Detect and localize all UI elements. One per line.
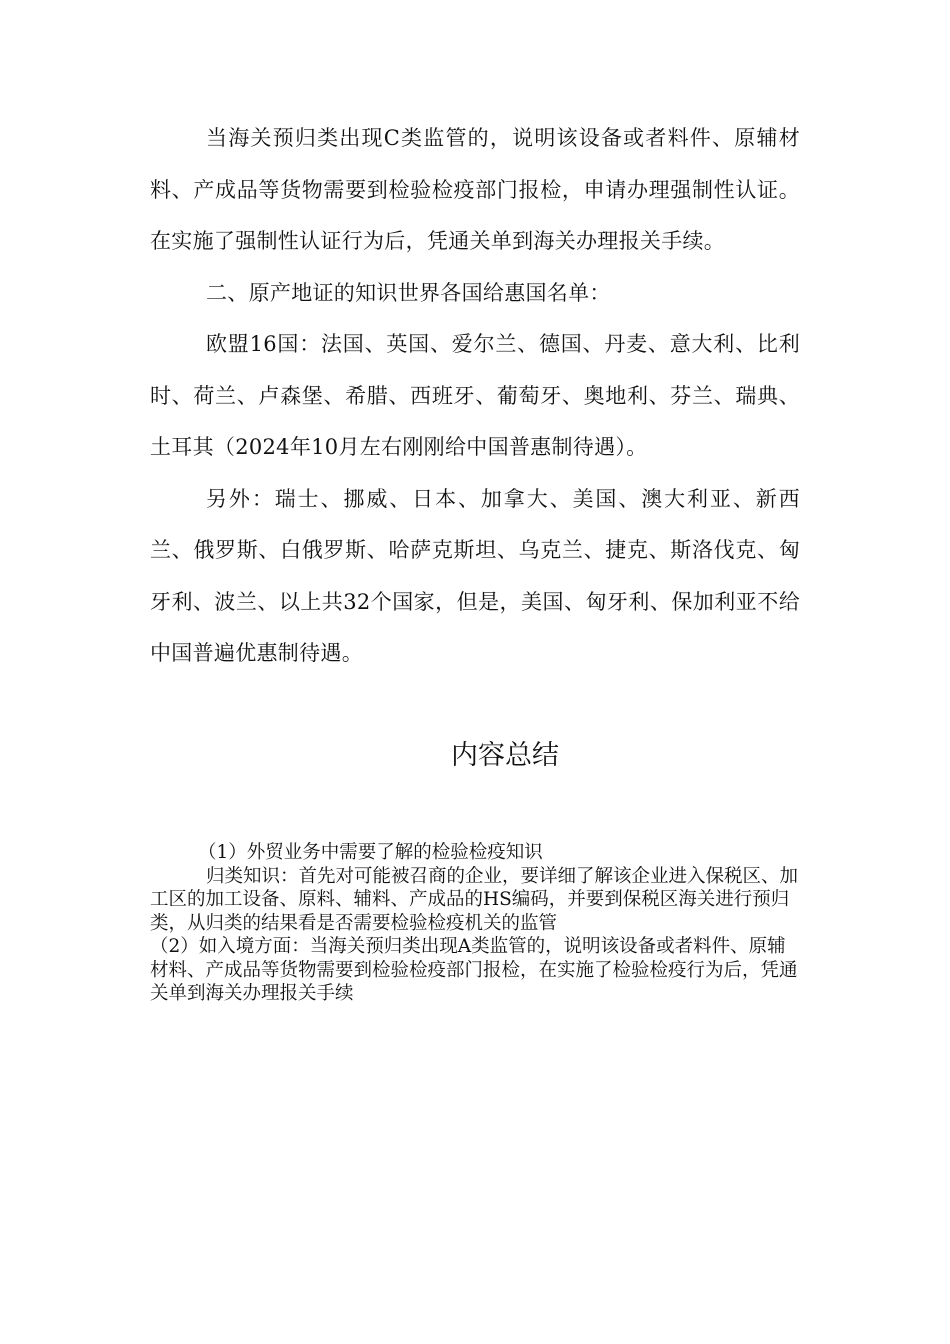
body-text (150, 113, 800, 680)
summary-item-2-text: （2）如入境方面：当海关预归类出现A类监管的，说明该设备或者料件、原辅材料、产成品等货物需要到检验检疫部门报检，在实施了检验检疫行为后，凭通关单到海关办理报关手续 (150, 936, 798, 1004)
summary-item-1-heading: （1）外贸业务中需要了解的检验检疫知识 (198, 842, 543, 863)
paragraph-section-heading: 二、原产地证的知识世界各国给惠国名单： (206, 280, 611, 305)
summary-section (150, 841, 800, 1006)
summary-item-1-text: 归类知识：首先对可能被召商的企业，要详细了解该企业进入保税区、加工区的加工设备、原料、辅料、产成品的HS编码，并要到保税区海关进行预归类，从归类的结果看是否需要检验检疫机关的监管 (150, 865, 799, 934)
paragraph-c-class-supervision: 当海关预归类出现C类监管的，说明该设备或者料件、原辅材料、产成品等货物需要到检验检疫部门报检，申请办理强制性认证。在实施了强制性认证行为后，凭通关单到海关办理报关手续。 (150, 126, 800, 253)
paragraph-other-countries: 另外：瑞士、挪威、日本、加拿大、美国、澳大利亚、新西兰、俄罗斯、白俄罗斯、哈萨克斯坦、乌克兰、捷克、斯洛伐克、匈牙利、波兰、以上共32个国家，但是，美国、匈牙利、保加利亚不给中国普遍优惠制待遇。 (150, 486, 800, 665)
paragraph-eu-countries: 欧盟16国：法国、英国、爱尔兰、德国、丹麦、意大利、比利时、荷兰、卢森堡、希腊、西班牙、葡萄牙、奥地利、芬兰、瑞典、土耳其（2024年10月左右刚刚给中国普惠制待遇）。 (150, 332, 800, 459)
summary-title: 内容总结 (451, 740, 559, 771)
